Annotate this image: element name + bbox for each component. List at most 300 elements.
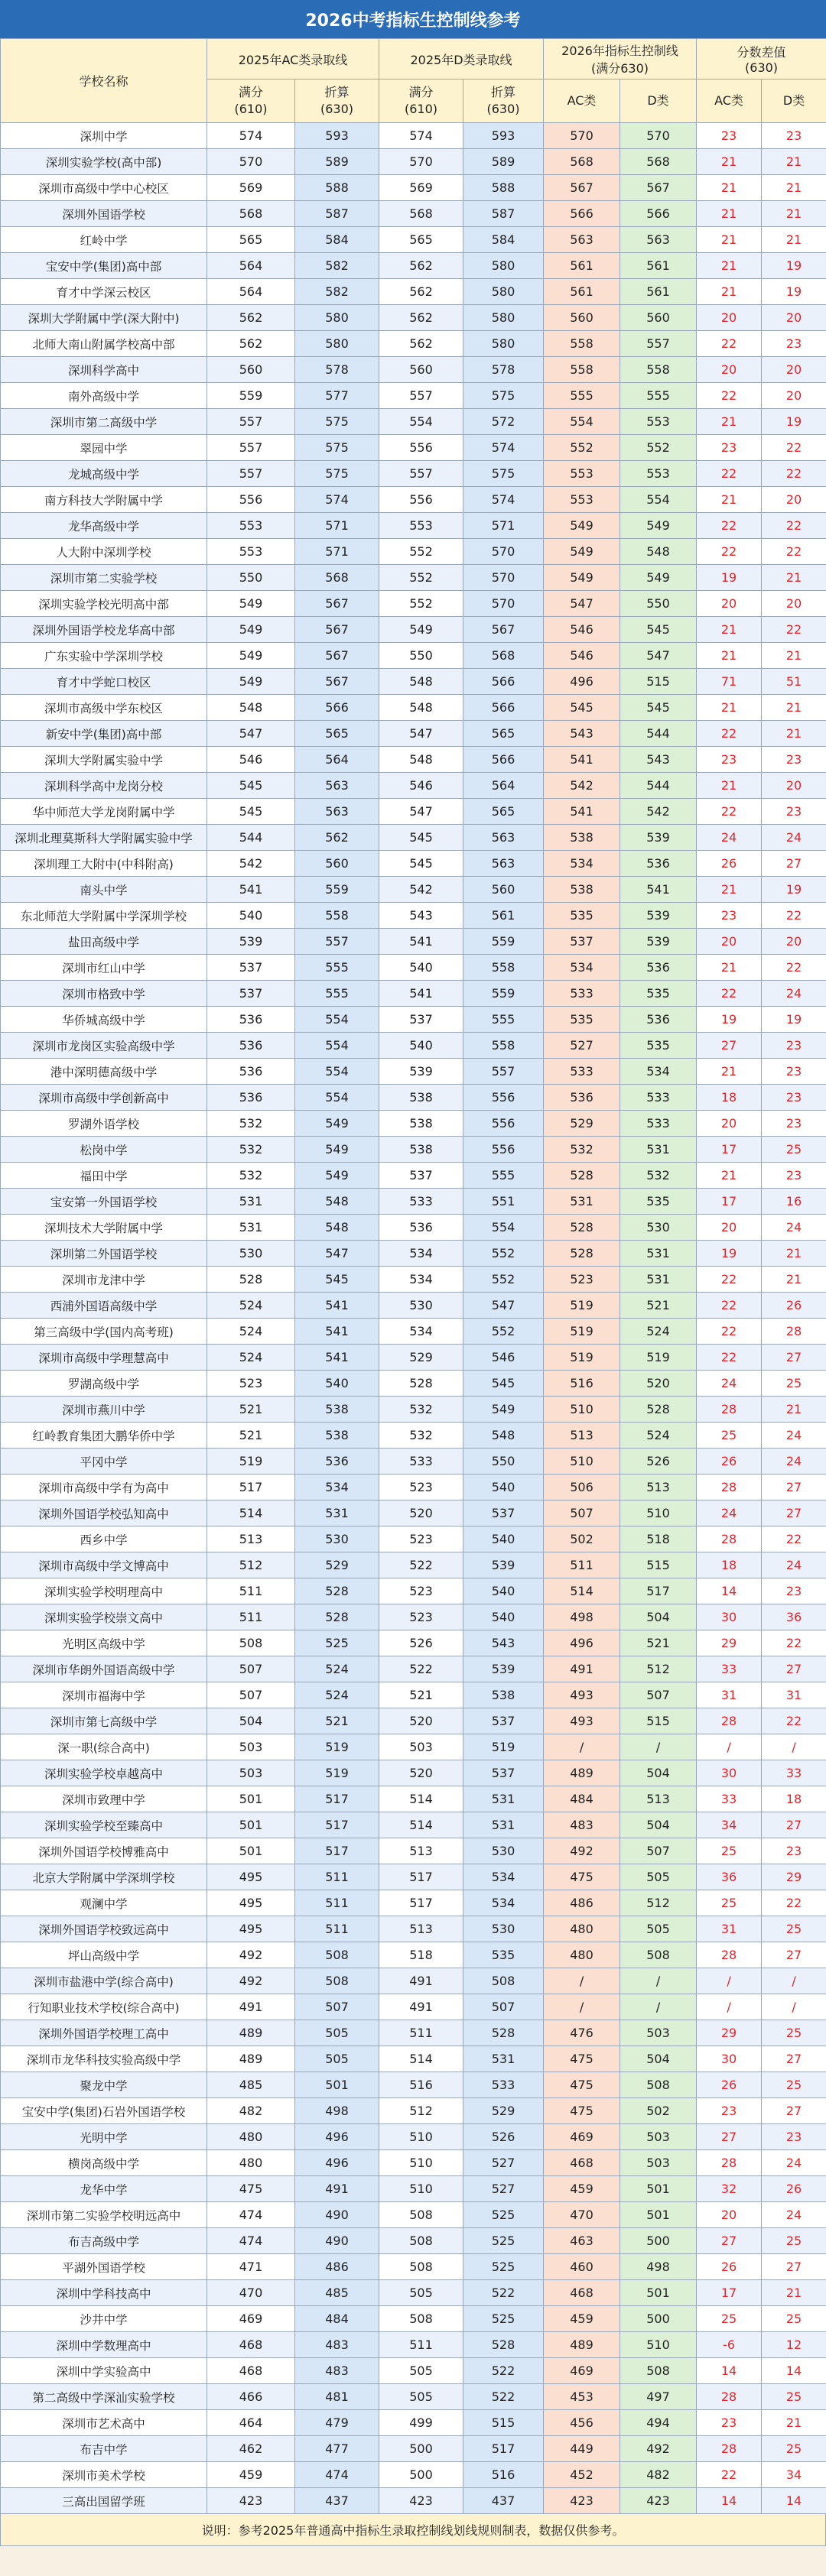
diff-d-cell: 24 [762,825,826,851]
ac-2025-full-cell: 556 [207,487,295,513]
ac-2025-full-cell: 512 [207,1552,295,1578]
control-2026-d-cell: 518 [620,1526,697,1552]
d-2025-full-cell: 510 [379,2150,463,2176]
ac-2025-full-cell: 537 [207,981,295,1007]
diff-ac-cell: 21 [697,1059,762,1085]
ac-2025-converted-cell: 567 [295,643,379,669]
control-2026-d-cell: 541 [620,877,697,903]
table-row [1,1371,826,1397]
school-name-cell: 横岗高级中学 [1,2150,207,2176]
diff-ac-cell: 29 [697,1630,762,1656]
control-2026-ac-cell: 468 [544,2150,620,2176]
control-2026-d-cell: 515 [620,1708,697,1734]
ac-2025-converted-cell: 562 [295,825,379,851]
control-2026-d-cell: / [620,1994,697,2020]
d-2025-full-cell: 514 [379,1786,463,1812]
control-2026-ac-cell: 475 [544,1864,620,1890]
school-name-cell: 第二高级中学深汕实验学校 [1,2384,207,2410]
ac-2025-full-cell: 549 [207,669,295,695]
control-2026-ac-cell: 549 [544,539,620,565]
diff-ac-cell: 22 [697,383,762,409]
diff-d-cell: 22 [762,435,826,461]
d-2025-full-cell: 508 [379,2254,463,2280]
d-2025-converted-cell: 560 [463,877,544,903]
control-2026-d-cell: 492 [620,2436,697,2462]
ac-2025-full-cell: 495 [207,1916,295,1942]
table-row [1,435,826,461]
school-name-cell: 深圳市高级中学有为高中 [1,1475,207,1501]
d-2025-converted-cell: 545 [463,1371,544,1397]
ac-2025-full-cell: 570 [207,149,295,175]
table-row [1,175,826,201]
diff-ac-cell: / [697,1994,762,2020]
diff-ac-cell: 21 [697,227,762,253]
control-2026-d-cell: 519 [620,1345,697,1371]
school-name-cell: 平冈中学 [1,1449,207,1475]
d-2025-converted-cell: 527 [463,2150,544,2176]
control-2026-ac-cell: 493 [544,1682,620,1708]
d-2025-full-cell: 557 [379,461,463,487]
diff-ac-cell: 27 [697,1033,762,1059]
control-2026-d-cell: / [620,1734,697,1760]
control-2026-d-cell: 545 [620,695,697,721]
d-2025-converted-cell: 575 [463,461,544,487]
table-row [1,305,826,331]
d-2025-full-cell: 508 [379,2306,463,2332]
diff-d-cell: 23 [762,1059,826,1085]
control-2026-d-cell: 531 [620,1241,697,1267]
school-name-cell: 深圳实验学校卓越高中 [1,1760,207,1786]
d-2025-full-cell: 557 [379,383,463,409]
control-2026-ac-cell: 475 [544,2072,620,2098]
control-2026-d-cell: 504 [620,1760,697,1786]
table-row [1,1786,826,1812]
d-2025-converted-cell: 526 [463,2124,544,2150]
diff-d-cell: 36 [762,1604,826,1630]
control-2026-ac-cell: 519 [544,1293,620,1319]
table-row [1,2384,826,2410]
ac-2025-full-cell: 564 [207,253,295,279]
ac-2025-full-cell: 468 [207,2332,295,2358]
diff-d-cell: 24 [762,1423,826,1449]
diff-ac-cell: 14 [697,2488,762,2514]
school-name-cell: 深圳中学科技高中 [1,2280,207,2306]
diff-d-cell: 18 [762,1786,826,1812]
d-2025-converted-cell: 530 [463,1916,544,1942]
ac-2025-converted-cell: 505 [295,2020,379,2046]
diff-ac-cell: / [697,1734,762,1760]
ac-2025-full-cell: 562 [207,331,295,357]
ac-2025-converted-cell: 484 [295,2306,379,2332]
ac-2025-converted-cell: 490 [295,2228,379,2254]
diff-ac-cell: 19 [697,1007,762,1033]
d-2025-full-cell: 543 [379,903,463,929]
diff-d-cell: 22 [762,1526,826,1552]
school-name-cell: 深圳市高级中学创新高中 [1,1085,207,1111]
table-row [1,123,826,149]
ac-2025-converted-cell: 571 [295,539,379,565]
ac-2025-full-cell: 557 [207,435,295,461]
d-2025-converted-cell: 525 [463,2254,544,2280]
diff-ac-cell: 21 [697,409,762,435]
d-2025-converted-cell: 587 [463,201,544,227]
ac-2025-converted-cell: 511 [295,1864,379,1890]
school-name-cell: 深圳中学数理高中 [1,2332,207,2358]
diff-d-cell: 14 [762,2358,826,2384]
diff-d-cell: 27 [762,1501,826,1526]
d-2025-full-cell: 522 [379,1552,463,1578]
control-2026-ac-cell: 566 [544,201,620,227]
control-2026-d-cell: 505 [620,1864,697,1890]
d-2025-converted-cell: 570 [463,539,544,565]
control-2026-ac-cell: 546 [544,643,620,669]
control-2026-d-cell: 560 [620,305,697,331]
control-2026-d-cell: 545 [620,617,697,643]
diff-ac-cell: 21 [697,617,762,643]
diff-d-cell: 25 [762,2306,826,2332]
d-2025-converted-cell: 572 [463,409,544,435]
d-2025-full-cell: 568 [379,201,463,227]
ac-2025-full-cell: 564 [207,279,295,305]
ac-2025-full-cell: 523 [207,1371,295,1397]
diff-d-cell: 51 [762,669,826,695]
diff-ac-cell: 24 [697,1501,762,1526]
control-2026-ac-cell: 459 [544,2176,620,2202]
table-row [1,1942,826,1968]
school-name-cell: 福田中学 [1,1163,207,1189]
diff-d-cell: 20 [762,383,826,409]
d-2025-converted-cell: 574 [463,435,544,461]
ac-2025-converted-cell: 530 [295,1526,379,1552]
diff-d-cell: 23 [762,1033,826,1059]
d-2025-full-cell: 547 [379,799,463,825]
d-2025-full-cell: 523 [379,1475,463,1501]
d-2025-converted-cell: 528 [463,2020,544,2046]
diff-d-cell: 20 [762,591,826,617]
d-2025-converted-cell: 575 [463,383,544,409]
diff-ac-cell: 22 [697,981,762,1007]
ac-2025-converted-cell: 486 [295,2254,379,2280]
d-2025-full-cell: 505 [379,2358,463,2384]
school-name-cell: 布吉高级中学 [1,2228,207,2254]
diff-ac-cell: 31 [697,1916,762,1942]
ac-2025-converted-cell: 481 [295,2384,379,2410]
diff-d-cell: 23 [762,331,826,357]
ac-2025-converted-cell: 580 [295,331,379,357]
d-2025-converted-cell: 535 [463,1942,544,1968]
diff-d-cell: 20 [762,357,826,383]
diff-d-cell: 25 [762,2228,826,2254]
d-2025-full-cell: 569 [379,175,463,201]
ac-2025-converted-cell: 524 [295,1656,379,1682]
d-2025-converted-cell: 570 [463,565,544,591]
diff-ac-cell: 26 [697,851,762,877]
ac-2025-full-cell: 536 [207,1033,295,1059]
table-row [1,877,826,903]
control-2026-d-cell: 508 [620,2358,697,2384]
control-2026-d-cell: 507 [620,1838,697,1864]
school-name-cell: 深圳市华朗外国语高级中学 [1,1656,207,1682]
control-2026-ac-cell: 492 [544,1838,620,1864]
d-2025-full-cell: 556 [379,435,463,461]
control-2026-d-cell: 507 [620,1682,697,1708]
ac-2025-converted-cell: 474 [295,2462,379,2488]
d-2025-converted-cell: 568 [463,643,544,669]
ac-2025-full-cell: 521 [207,1423,295,1449]
ac-2025-converted-cell: 524 [295,1682,379,1708]
d-2025-converted-cell: 565 [463,799,544,825]
school-name-cell: 深圳市龙华科技实验高级中学 [1,2046,207,2072]
table-row [1,721,826,747]
control-2026-ac-cell: 519 [544,1345,620,1371]
d-2025-converted-cell: 555 [463,1007,544,1033]
control-2026-ac-cell: 475 [544,2046,620,2072]
table-row [1,2098,826,2124]
table-row [1,1656,826,1682]
control-2026-ac-cell: 452 [544,2462,620,2488]
control-2026-d-cell: 503 [620,2150,697,2176]
diff-ac-cell: 20 [697,1111,762,1137]
ac-2025-converted-cell: 563 [295,799,379,825]
table-row [1,1916,826,1942]
diff-ac-cell: 28 [697,1526,762,1552]
footer-note: 说明：参考2025年普通高中指标生录取控制线划线规则制表，数据仅供参考。 [0,2514,826,2546]
control-2026-d-cell: 503 [620,2124,697,2150]
ac-2025-converted-cell: 563 [295,773,379,799]
control-2026-d-cell: / [620,1968,697,1994]
table-row [1,2254,826,2280]
control-2026-d-cell: 534 [620,1059,697,1085]
header-control-d: D类 [620,79,697,123]
ac-2025-converted-cell: 491 [295,2176,379,2202]
control-2026-d-cell: 498 [620,2254,697,2280]
diff-ac-cell: 21 [697,695,762,721]
school-name-cell: 布吉中学 [1,2436,207,2462]
control-2026-ac-cell: 543 [544,721,620,747]
diff-ac-cell: 18 [697,1085,762,1111]
diff-d-cell: 33 [762,1760,826,1786]
ac-2025-full-cell: 466 [207,2384,295,2410]
ac-2025-converted-cell: 593 [295,123,379,149]
ac-2025-full-cell: 536 [207,1085,295,1111]
control-2026-ac-cell: 493 [544,1708,620,1734]
d-2025-converted-cell: 554 [463,1215,544,1241]
control-2026-d-cell: 558 [620,357,697,383]
school-name-cell: 北师大南山附属学校高中部 [1,331,207,357]
d-2025-full-cell: 562 [379,305,463,331]
ac-2025-full-cell: 503 [207,1734,295,1760]
control-2026-d-cell: 557 [620,331,697,357]
d-2025-converted-cell: 548 [463,1423,544,1449]
school-name-cell: 深圳大学附属中学(深大附中) [1,305,207,331]
diff-d-cell: 27 [762,1345,826,1371]
diff-d-cell: 24 [762,1215,826,1241]
diff-ac-cell: 27 [697,2124,762,2150]
ac-2025-full-cell: 537 [207,955,295,981]
ac-2025-converted-cell: 483 [295,2332,379,2358]
control-2026-d-cell: 502 [620,2098,697,2124]
table-row [1,903,826,929]
ac-2025-full-cell: 491 [207,1994,295,2020]
diff-d-cell: 26 [762,1293,826,1319]
school-name-cell: 翠园中学 [1,435,207,461]
d-2025-full-cell: 540 [379,1033,463,1059]
diff-d-cell: 22 [762,903,826,929]
ac-2025-full-cell: 492 [207,1942,295,1968]
ac-2025-full-cell: 511 [207,1578,295,1604]
ac-2025-full-cell: 501 [207,1838,295,1864]
school-name-cell: 港中深明德高级中学 [1,1059,207,1085]
diff-ac-cell: 26 [697,2072,762,2098]
control-2026-ac-cell: 554 [544,409,620,435]
control-2026-ac-cell: 502 [544,1526,620,1552]
control-2026-ac-cell: 558 [544,357,620,383]
d-2025-full-cell: 513 [379,1916,463,1942]
control-2026-d-cell: 530 [620,1215,697,1241]
ac-2025-full-cell: 553 [207,539,295,565]
ac-2025-full-cell: 474 [207,2202,295,2228]
ac-2025-full-cell: 542 [207,851,295,877]
ac-2025-converted-cell: 479 [295,2410,379,2436]
table-row [1,591,826,617]
d-2025-full-cell: 538 [379,1111,463,1137]
table-row [1,955,826,981]
control-2026-ac-cell: 567 [544,175,620,201]
d-2025-converted-cell: 508 [463,1968,544,1994]
d-2025-full-cell: 556 [379,487,463,513]
control-2026-ac-cell: 561 [544,279,620,305]
ac-2025-full-cell: 517 [207,1475,295,1501]
diff-ac-cell: 36 [697,1864,762,1890]
diff-d-cell: 19 [762,409,826,435]
control-2026-ac-cell: 468 [544,2280,620,2306]
school-name-cell: 深圳外国语学校致远高中 [1,1916,207,1942]
ac-2025-converted-cell: 511 [295,1916,379,1942]
d-2025-converted-cell: 563 [463,851,544,877]
control-2026-ac-cell: 553 [544,487,620,513]
diff-ac-cell: 21 [697,1163,762,1189]
d-2025-full-cell: 517 [379,1864,463,1890]
diff-ac-cell: 23 [697,2410,762,2436]
control-2026-d-cell: 544 [620,721,697,747]
ac-2025-full-cell: 547 [207,721,295,747]
diff-ac-cell: 26 [697,2254,762,2280]
control-2026-d-cell: 547 [620,643,697,669]
header-d-converted: 折算 (630) [463,79,544,123]
table-row [1,2202,826,2228]
control-2026-d-cell: 510 [620,1501,697,1526]
control-2026-d-cell: 524 [620,1319,697,1345]
d-2025-full-cell: 565 [379,227,463,253]
diff-ac-cell: 22 [697,2462,762,2488]
diff-d-cell: 14 [762,2488,826,2514]
table-row [1,643,826,669]
control-2026-d-cell: 567 [620,175,697,201]
d-2025-full-cell: 554 [379,409,463,435]
ac-2025-converted-cell: 490 [295,2202,379,2228]
d-2025-full-cell: 541 [379,929,463,955]
ac-2025-converted-cell: 580 [295,305,379,331]
control-2026-d-cell: 535 [620,1189,697,1215]
diff-ac-cell: 32 [697,2176,762,2202]
d-2025-full-cell: 537 [379,1163,463,1189]
table-row [1,1267,826,1293]
control-2026-ac-cell: 532 [544,1137,620,1163]
diff-d-cell: 19 [762,877,826,903]
d-2025-converted-cell: 530 [463,1838,544,1864]
diff-ac-cell: 22 [697,513,762,539]
d-2025-full-cell: 517 [379,1890,463,1916]
d-2025-converted-cell: 570 [463,591,544,617]
table-row [1,2410,826,2436]
school-name-cell: 光明区高级中学 [1,1630,207,1656]
control-2026-ac-cell: 541 [544,799,620,825]
ac-2025-converted-cell: 511 [295,1890,379,1916]
school-name-cell: 新安中学(集团)高中部 [1,721,207,747]
school-name-cell: 宝安中学(集团)高中部 [1,253,207,279]
d-2025-converted-cell: 557 [463,1059,544,1085]
diff-ac-cell: 27 [697,2228,762,2254]
diff-ac-cell: 29 [697,2020,762,2046]
diff-d-cell: 27 [762,1475,826,1501]
diff-ac-cell: 22 [697,1345,762,1371]
table-row [1,1812,826,1838]
control-2026-d-cell: 497 [620,2384,697,2410]
school-name-cell: 东北师范大学附属中学深圳学校 [1,903,207,929]
control-2026-d-cell: 539 [620,903,697,929]
d-2025-full-cell: 534 [379,1241,463,1267]
d-2025-converted-cell: 565 [463,721,544,747]
school-name-cell: 平湖外国语学校 [1,2254,207,2280]
diff-d-cell: 21 [762,1241,826,1267]
diff-ac-cell: 30 [697,1604,762,1630]
diff-d-cell: / [762,1968,826,1994]
control-2026-d-cell: 554 [620,487,697,513]
ac-2025-full-cell: 492 [207,1968,295,1994]
control-2026-d-cell: 570 [620,123,697,149]
ac-2025-full-cell: 524 [207,1319,295,1345]
d-2025-converted-cell: 540 [463,1526,544,1552]
control-2026-d-cell: 531 [620,1137,697,1163]
diff-d-cell: 22 [762,539,826,565]
table-row [1,461,826,487]
d-2025-full-cell: 520 [379,1708,463,1734]
control-2026-ac-cell: 538 [544,825,620,851]
ac-2025-converted-cell: 531 [295,1501,379,1526]
d-2025-full-cell: 546 [379,773,463,799]
school-name-cell: 深圳实验学校光明高中部 [1,591,207,617]
diff-ac-cell: 22 [697,721,762,747]
ac-2025-full-cell: 508 [207,1630,295,1656]
control-2026-d-cell: 512 [620,1656,697,1682]
d-2025-full-cell: 514 [379,1812,463,1838]
school-name-cell: 北京大学附属中学深圳学校 [1,1864,207,1890]
control-2026-d-cell: 524 [620,1423,697,1449]
school-name-cell: 深圳外国语学校龙华高中部 [1,617,207,643]
header-control-ac: AC类 [544,79,620,123]
d-2025-converted-cell: 578 [463,357,544,383]
ac-2025-converted-cell: 560 [295,851,379,877]
d-2025-full-cell: 552 [379,565,463,591]
d-2025-full-cell: 505 [379,2280,463,2306]
d-2025-full-cell: 540 [379,955,463,981]
ac-2025-full-cell: 530 [207,1241,295,1267]
ac-2025-converted-cell: 575 [295,409,379,435]
school-name-cell: 深圳中学实验高中 [1,2358,207,2384]
d-2025-converted-cell: 516 [463,2462,544,2488]
ac-2025-converted-cell: 437 [295,2488,379,2514]
d-2025-full-cell: 529 [379,1345,463,1371]
